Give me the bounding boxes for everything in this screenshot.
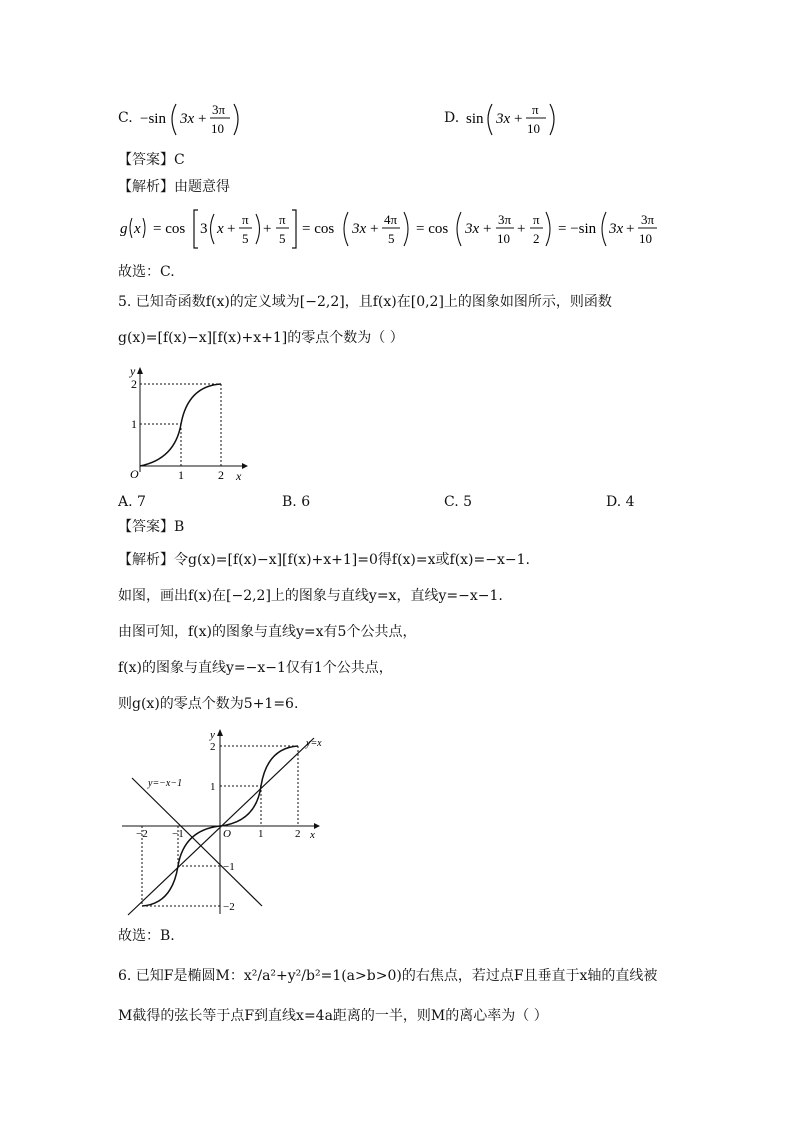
svg-text:5: 5 <box>279 231 286 246</box>
svg-text:10: 10 <box>211 121 224 136</box>
svg-text:5: 5 <box>242 231 249 246</box>
graph2-line-ynegx-label: y=−x−1 <box>148 778 183 789</box>
choice-c: C. 5 <box>444 494 473 510</box>
graph1-x-label: x <box>236 469 242 483</box>
svg-text:+: + <box>263 221 272 237</box>
q5-conclusion: 故选：B. <box>118 928 175 944</box>
svg-text:x: x <box>217 221 224 237</box>
svg-text:3x: 3x <box>352 221 367 237</box>
analysis-intro: 由题意得 <box>174 179 230 195</box>
q5-graph-f <box>118 364 258 484</box>
graph2-x-tick-neg2: −2 <box>136 828 148 840</box>
svg-text:= cos: = cos <box>153 221 186 237</box>
svg-text:5: 5 <box>388 231 395 246</box>
q5-stem-line2: g(x)=[f(x)−x][f(x)+x+1]的零点个数为（ ） <box>118 330 404 346</box>
svg-text:π: π <box>532 102 539 117</box>
svg-text:+: + <box>483 221 492 237</box>
q4-conclusion: 故选：C. <box>118 264 175 280</box>
option-c-letter: C. <box>118 110 133 126</box>
graph2-x-tick-1: 1 <box>258 828 264 840</box>
graph1-y-tick-2: 2 <box>131 377 137 391</box>
svg-text:= −sin: = −sin <box>558 221 597 237</box>
q4-answer <box>118 150 185 170</box>
option-c-expression <box>138 98 248 140</box>
graph2-x-tick-2: 2 <box>295 828 301 840</box>
svg-text:3π: 3π <box>212 102 226 117</box>
svg-text:10: 10 <box>527 121 540 136</box>
q5-analysis-line5: 则g(x)的零点个数为5+1=6. <box>118 696 299 712</box>
q4-derivation <box>118 206 655 252</box>
graph1-x-tick-1: 1 <box>178 468 184 482</box>
svg-text:= cos: = cos <box>416 221 449 237</box>
q5-analysis-line3: 由图可知，f(x)的图象与直线y=x有5个公共点， <box>118 624 417 640</box>
svg-text:3x: 3x <box>465 221 480 237</box>
q5-analysis-line4: f(x)的图象与直线y=−x−1仅有1个公共点， <box>118 660 393 676</box>
graph1-y-tick-1: 1 <box>131 417 137 431</box>
graph2-y-tick-neg2: −2 <box>223 901 235 913</box>
svg-text:3x: 3x <box>609 221 624 237</box>
q6-stem-line2: M截得的弦长等于点F到直线x=4a距离的一半，则M的离心率为（ ） <box>118 1008 548 1024</box>
graph2-y-tick-neg1: −1 <box>223 861 235 873</box>
graph1-origin: O <box>130 467 139 481</box>
choice-b: B. 6 <box>282 494 311 510</box>
q5-analysis-line1 <box>118 550 530 570</box>
svg-text:+: + <box>514 111 523 127</box>
svg-text:+: + <box>517 221 526 237</box>
q5-answer <box>118 517 184 537</box>
graph2-y-label: y <box>210 729 215 741</box>
svg-text:g: g <box>120 221 128 237</box>
svg-text:10: 10 <box>639 231 652 246</box>
choice-a: A. 7 <box>118 494 146 510</box>
option-d-expression <box>464 98 564 140</box>
graph2-line-yx-label: y=x <box>306 738 322 749</box>
graph2-y-tick-2: 2 <box>210 741 216 753</box>
svg-text:3x: 3x <box>496 111 511 127</box>
q4-analysis <box>118 177 230 197</box>
analysis-label: 【解析】 <box>118 179 174 195</box>
svg-text:3π: 3π <box>641 212 655 227</box>
answer-label: 【答案】 <box>118 152 174 168</box>
svg-text:+: + <box>198 111 207 127</box>
option-c <box>118 108 133 128</box>
svg-text:+: + <box>370 221 379 237</box>
answer-label: 【答案】 <box>118 519 174 535</box>
q5-graph-lines <box>118 726 338 920</box>
svg-text:4π: 4π <box>384 212 398 227</box>
q6-stem-line1: 6. 已知F是椭圆M：x²/a²+y²/b²=1(a>b>0)的右焦点，若过点F且垂直于x轴的直线被 <box>118 968 658 984</box>
graph1-y-label: y <box>130 364 136 378</box>
answer-value: B <box>174 519 185 535</box>
svg-text:sin: sin <box>466 111 484 127</box>
svg-text:−sin: −sin <box>140 111 166 127</box>
graph2-origin: O <box>223 828 231 840</box>
choice-d: D. 4 <box>606 494 635 510</box>
svg-text:3x: 3x <box>180 111 195 127</box>
svg-text:= cos: = cos <box>302 221 335 237</box>
svg-text:2: 2 <box>533 231 540 246</box>
svg-text:+: + <box>626 221 635 237</box>
analysis-label: 【解析】 <box>118 552 174 568</box>
graph2-x-label: x <box>310 829 315 841</box>
svg-text:π: π <box>533 212 540 227</box>
graph1-x-tick-2: 2 <box>218 468 224 482</box>
svg-text:10: 10 <box>497 231 510 246</box>
svg-text:+: + <box>227 221 236 237</box>
analysis-text: 令g(x)=[f(x)−x][f(x)+x+1]=0得f(x)=x或f(x)=−x−1. <box>174 552 530 568</box>
q5-analysis-line2: 如图，画出f(x)在[−2,2]上的图象与直线y=x，直线y=−x−1. <box>118 588 503 604</box>
graph2-y-tick-1: 1 <box>210 781 216 793</box>
option-d-letter: D. <box>444 110 460 126</box>
graph2-x-tick-neg1: −1 <box>172 828 184 840</box>
svg-text:π: π <box>279 212 286 227</box>
svg-text:x: x <box>134 221 141 237</box>
option-d <box>444 108 459 128</box>
answer-value: C <box>174 152 185 168</box>
svg-text:3π: 3π <box>498 212 512 227</box>
svg-text:π: π <box>242 212 249 227</box>
q5-stem-line1: 5. 已知奇函数f(x)的定义域为[−2,2]，且f(x)在[0,2]上的图象如图所示，则函数 <box>118 294 612 310</box>
svg-text:3: 3 <box>200 221 208 237</box>
